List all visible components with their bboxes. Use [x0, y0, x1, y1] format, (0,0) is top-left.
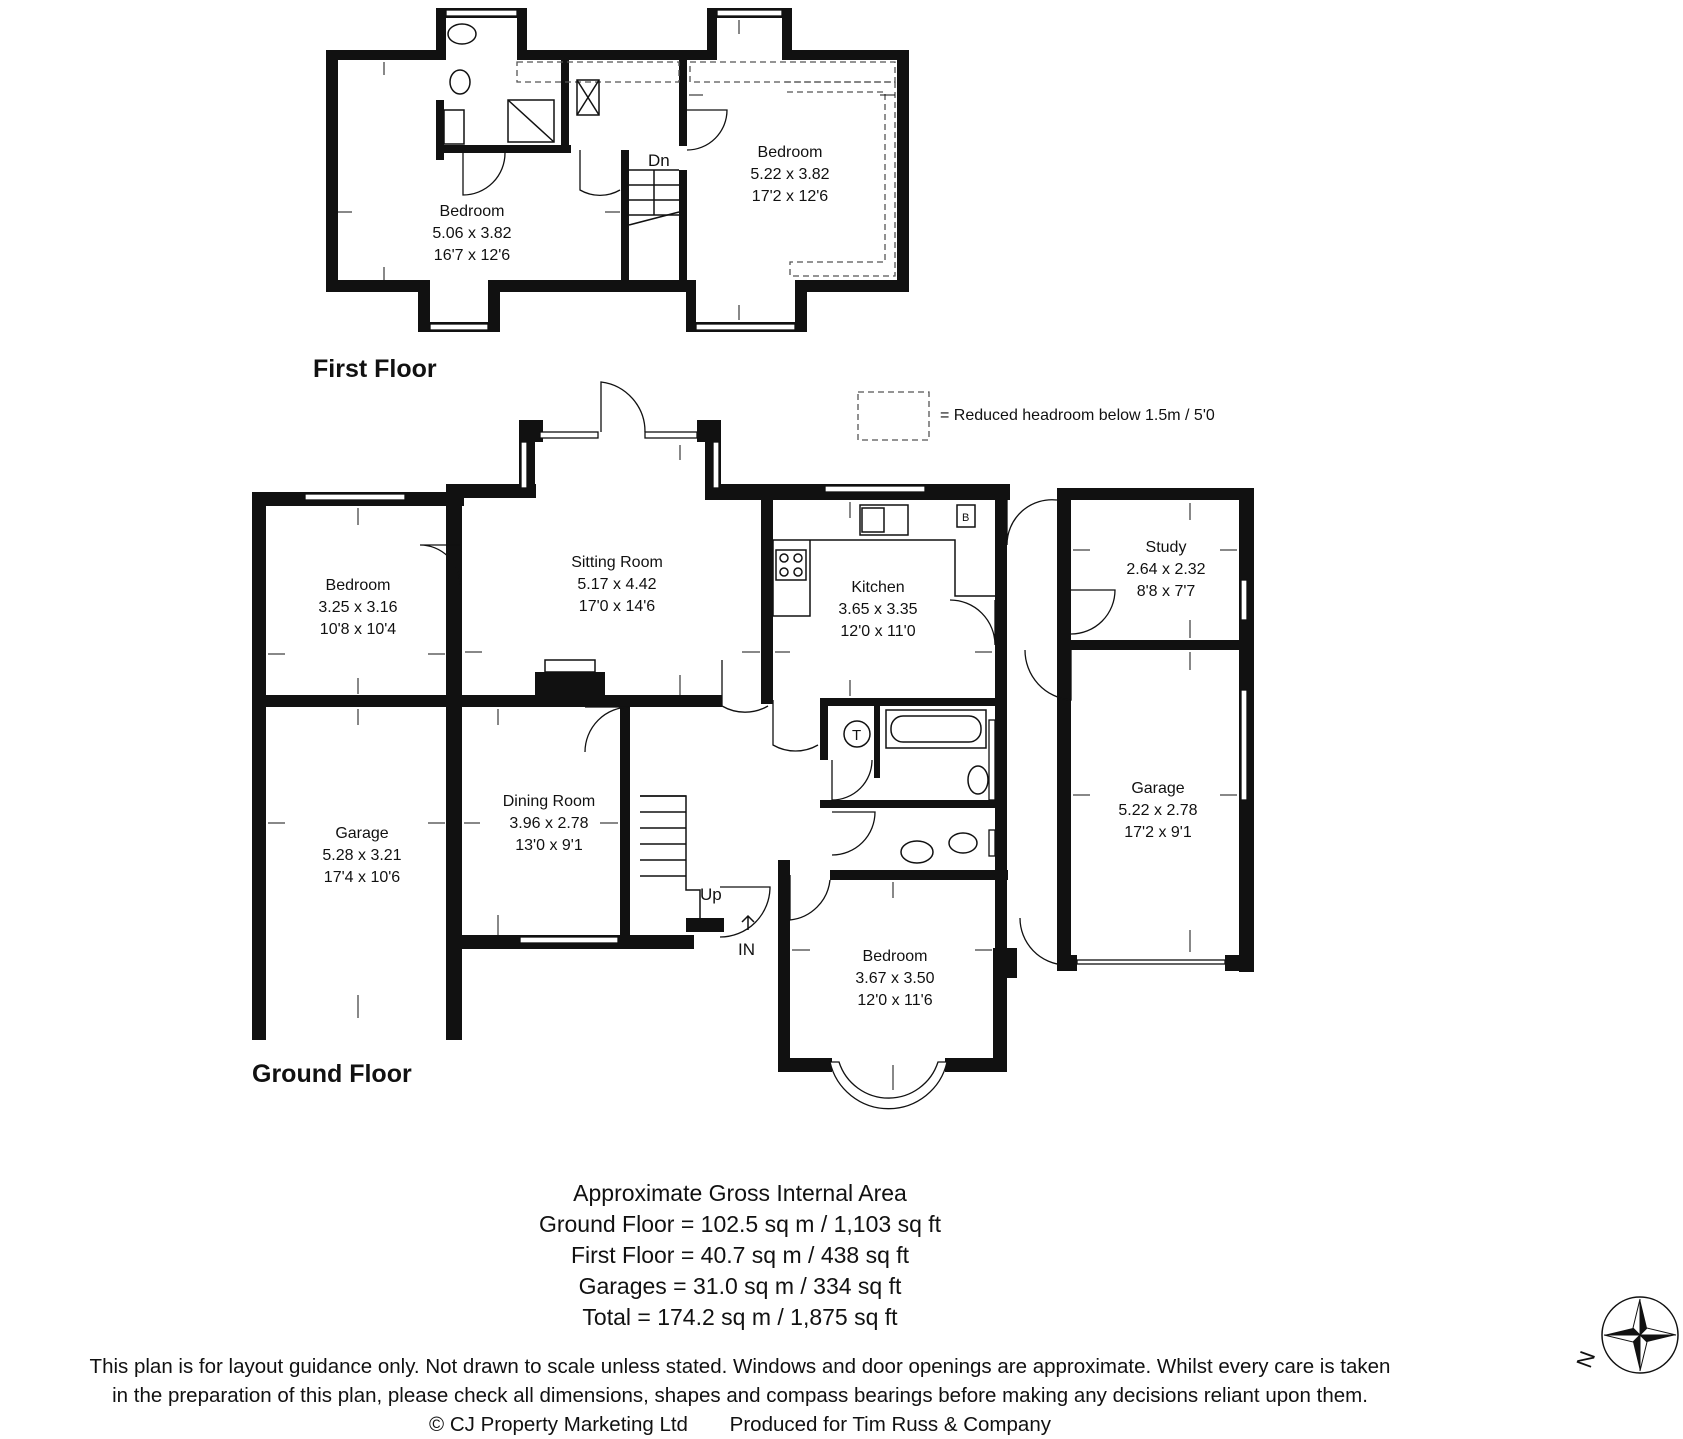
- room-name: Bedroom: [439, 203, 505, 220]
- legend: [858, 392, 1215, 440]
- disclaimer-line: in the preparation of this plan, please check all dimensions, shapes and compass bearings before making any decisions reliant upon them.: [112, 1384, 1368, 1407]
- room-metric: 5.06 x 3.82: [432, 225, 512, 242]
- entrance-label: IN: [738, 940, 755, 959]
- room-metric: 5.22 x 3.82: [750, 166, 830, 183]
- compass-icon: [1602, 1297, 1678, 1373]
- room-imperial: 16'7 x 12'6: [433, 247, 511, 264]
- boiler-label: B: [962, 512, 970, 524]
- area-summary: [0, 1178, 1480, 1333]
- room-imperial: 17'2 x 12'6: [751, 188, 829, 205]
- room-metric: 5.28 x 3.21: [322, 847, 402, 864]
- room-name: Dining Room: [502, 793, 596, 810]
- room-name: Garage: [1131, 780, 1185, 797]
- room-metric: 3.67 x 3.50: [855, 970, 935, 987]
- copyright: © CJ Property Marketing Ltd: [429, 1413, 688, 1436]
- room-metric: 5.22 x 2.78: [1118, 802, 1198, 819]
- room-imperial: 10'8 x 10'4: [319, 621, 397, 638]
- room-metric: 2.64 x 2.32: [1126, 561, 1206, 578]
- produced-for: Produced for Tim Russ & Company: [729, 1413, 1051, 1436]
- tank-label: T: [852, 727, 862, 744]
- room-imperial: 12'0 x 11'0: [840, 623, 916, 640]
- compass-label: N: [1571, 1347, 1601, 1372]
- legend-text: = Reduced headroom below 1.5m / 5'0: [940, 407, 1215, 424]
- room-imperial: 17'4 x 10'6: [323, 869, 401, 886]
- room-imperial: 17'2 x 9'1: [1124, 824, 1192, 841]
- disclaimer: [0, 1352, 1480, 1439]
- area-title: Approximate Gross Internal Area: [573, 1180, 907, 1206]
- stair-label: Dn: [648, 151, 670, 170]
- room-metric: 3.25 x 3.16: [318, 599, 398, 616]
- room-name: Sitting Room: [571, 554, 663, 571]
- room-imperial: 8'8 x 7'7: [1136, 583, 1196, 600]
- stair-label: Up: [700, 885, 722, 904]
- room-imperial: 12'0 x 11'6: [857, 992, 933, 1009]
- room-name: Bedroom: [757, 144, 823, 161]
- room-name: Study: [1145, 539, 1187, 556]
- credits: [0, 1410, 1480, 1439]
- room-name: Bedroom: [325, 577, 391, 594]
- room-imperial: 13'0 x 9'1: [515, 837, 583, 854]
- floor-title: Ground Floor: [252, 1060, 412, 1088]
- area-line: Garages = 31.0 sq m / 334 sq ft: [578, 1273, 902, 1299]
- room-metric: 3.65 x 3.35: [838, 601, 918, 618]
- ground-floor: [252, 382, 1254, 1109]
- room-metric: 5.17 x 4.42: [577, 576, 657, 593]
- room-imperial: 17'0 x 14'6: [578, 598, 656, 615]
- room-name: Bedroom: [862, 948, 928, 965]
- area-line: Total = 174.2 sq m / 1,875 sq ft: [582, 1304, 898, 1330]
- area-line: First Floor = 40.7 sq m / 438 sq ft: [570, 1242, 910, 1268]
- disclaimer-line: This plan is for layout guidance only. Not drawn to scale unless stated. Windows and door openings are approximate. Whilst every care is taken: [89, 1355, 1391, 1378]
- room-metric: 3.96 x 2.78: [509, 815, 589, 832]
- area-line: Ground Floor = 102.5 sq m / 1,103 sq ft: [538, 1211, 942, 1237]
- room-name: Kitchen: [851, 579, 905, 596]
- first-floor: [313, 8, 909, 383]
- floor-title: First Floor: [313, 355, 437, 383]
- room-name: Garage: [335, 825, 389, 842]
